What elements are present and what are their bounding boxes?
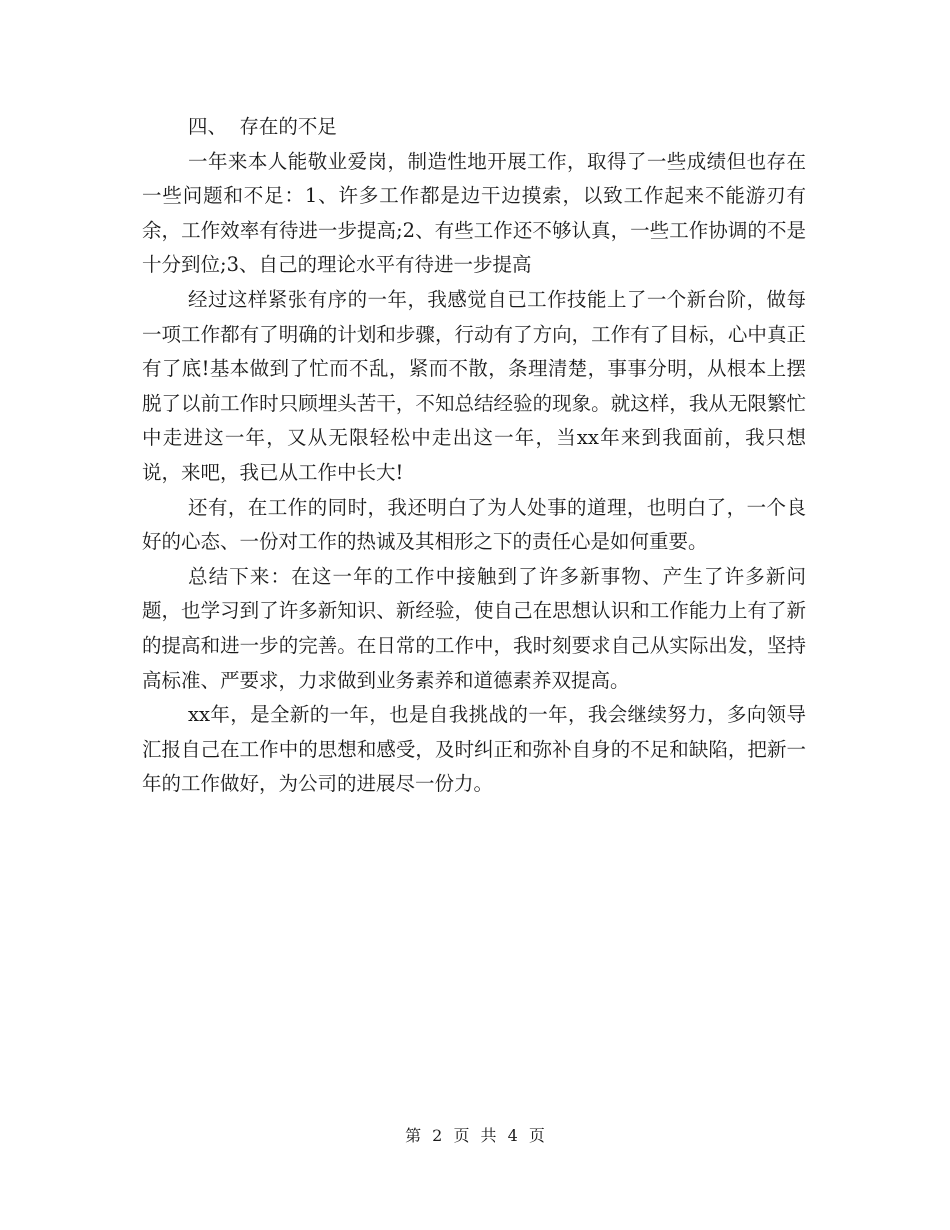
paragraph-new-year: xx年，是全新的一年，也是自我挑战的一年，我会继续努力，多向领导汇报自己在工作中的思想和感受，及时纠正和弥补自身的不足和缺陷，把新一年的工作做好，为公司的进展尽一份力。 xyxy=(142,703,806,796)
paragraph-shortcomings: 一年来本人能敬业爱岗，制造性地开展工作，取得了一些成绩但也存在一些问题和不足：1、许多工作都是边干边摸索，以致工作起来不能游刃有余，工作效率有待进一步提高;2、有些工作还不够认真，一些工作协调的不是十分到位;3、自己的理论水平有待进一步提高 xyxy=(142,149,806,277)
document-body xyxy=(142,110,806,802)
section-heading: 四、 存在的不足 xyxy=(188,115,337,138)
page-number-footer: 第 2 页 共 4 页 xyxy=(405,1126,545,1145)
paragraph-summary: 总结下来：在这一年的工作中接触到了许多新事物、产生了许多新问题，也学习到了许多新知识、新经验，使自己在思想认识和工作能力上有了新的提高和进一步的完善。在日常的工作中，我时刻要求自己从实际出发，坚持高标准、严要求，力求做到业务素养和道德素养双提高。 xyxy=(142,564,806,692)
paragraph-year-review: 经过这样紧张有序的一年，我感觉自已工作技能上了一个新台阶，做每一项工作都有了明确的计划和步骤，行动有了方向，工作有了目标，心中真正有了底!基本做到了忙而不乱，紧而不散，条理清楚，事事分明，从根本上摆脱了以前工作时只顾埋头苦干，不知总结经验的现象。就这样，我从无限繁忙中走进这一年，又从无限轻松中走出这一年，当xx年来到我面前，我只想说，来吧，我已从工作中长大! xyxy=(142,287,806,484)
paragraph-attitude: 还有，在工作的同时，我还明白了为人处事的道理，也明白了，一个良好的心态、一份对工作的热诚及其相形之下的责任心是如何重要。 xyxy=(142,495,806,554)
